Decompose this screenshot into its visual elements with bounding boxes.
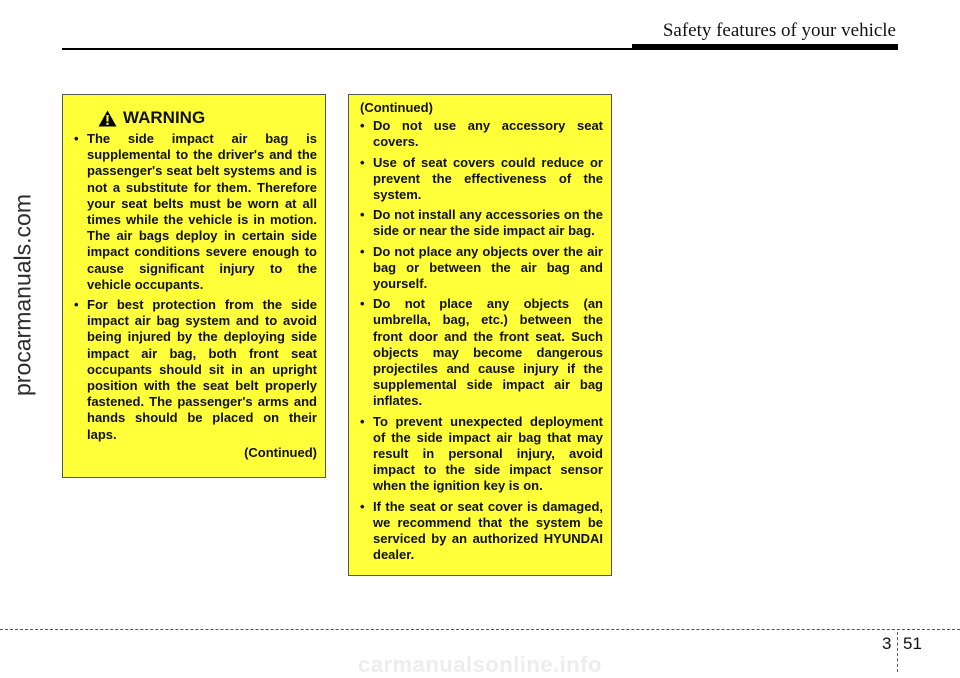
header-rule-thick [632, 44, 898, 50]
continued-item: • To prevent unexpected deployment of the side impact air bag that may result in personal injury, avoid impact to the side impact sensor when the ignition key is on. [360, 414, 603, 495]
warning-triangle-icon [98, 110, 117, 127]
side-watermark-text: procarmanuals.com [9, 194, 36, 396]
continued-item: • Do not install any accessories on the side or near the side impact air bag. [360, 207, 603, 239]
continued-box [348, 94, 612, 576]
header-section-title: Safety features of your vehicle [662, 20, 896, 41]
warning-continued-label: (Continued) [244, 444, 317, 460]
continued-item: • Do not use any accessory seat covers. [360, 118, 603, 150]
footer-rule [0, 629, 960, 630]
header-rule-thin [62, 48, 632, 50]
continued-item: • Do not place any objects over the air bag or between the air bag and yourself. [360, 244, 603, 293]
footer-chapter-number: 3 [882, 634, 892, 653]
warning-item: • For best protection from the side impact air bag system and to avoid being injured by the deploying side impact air bag, both front seat occupants should sit in an upright position with the seat belt properly fastened. The passenger's arms and hands should be placed on their laps. [74, 297, 317, 443]
warning-heading [98, 108, 317, 128]
side-watermark [3, 130, 43, 460]
continued-item: • Use of seat covers could reduce or prevent the effectiveness of the system. [360, 155, 603, 204]
warning-title: WARNING [123, 108, 206, 127]
continued-item: • Do not place any objects (an umbrella, bag, etc.) between the front door and the front seat. Such objects may become dangerous projectiles and cause injury if the supplemental side impact air bag inflates. [360, 296, 603, 409]
continued-label: (Continued) [360, 100, 433, 115]
bottom-watermark: carmanualsonline.info [358, 652, 602, 677]
warning-box [62, 94, 326, 478]
warning-list [74, 131, 317, 443]
footer-page-number: 51 [903, 634, 922, 653]
warning-item: • The side impact air bag is supplemental to the driver's and the passenger's seat belt systems and is not a substitute for them. Therefore your seat belts must be worn at all times while the vehicle is in motion. The air bags deploy in certain side impact conditions severe enough to cause significant injury to the vehicle occupants. [74, 131, 317, 293]
continued-item: • If the seat or seat cover is damaged, we recommend that the system be serviced by an authorized HYUNDAI dealer. [360, 499, 603, 564]
continued-list [360, 118, 603, 563]
